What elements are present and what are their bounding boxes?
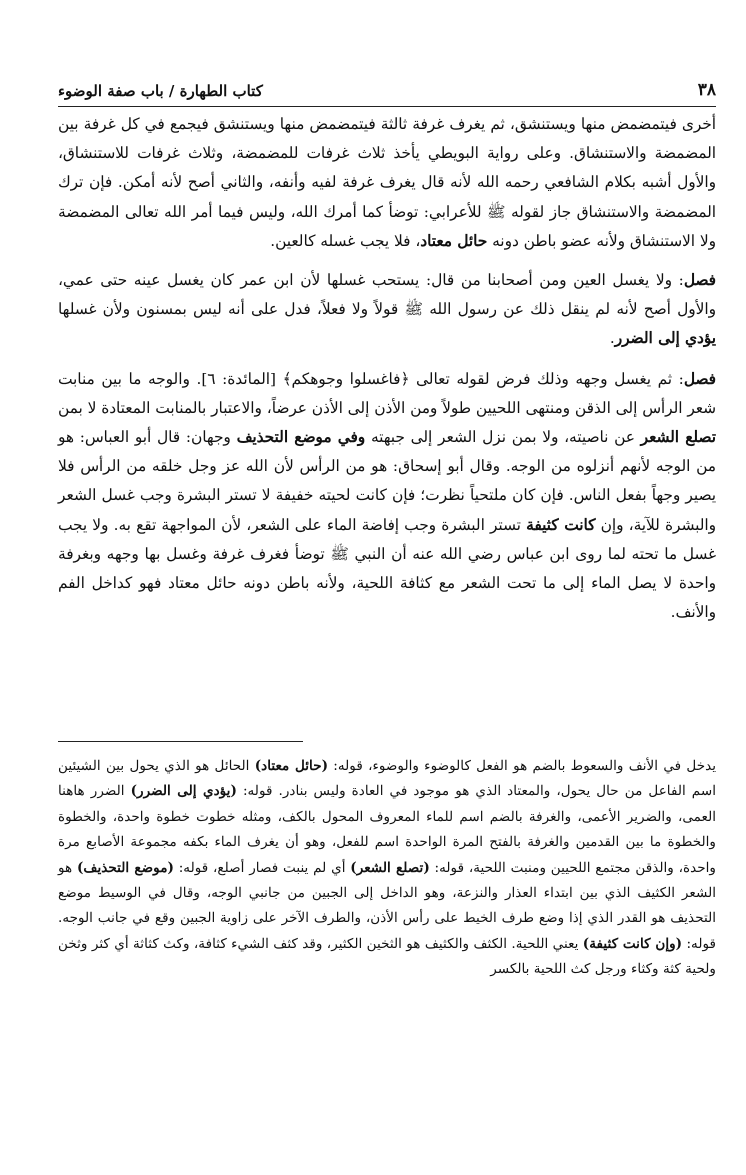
section-label: فصل bbox=[683, 369, 716, 388]
page-number: ٣٨ bbox=[697, 80, 716, 100]
bold-term: (وإن كانت كثيفة) bbox=[582, 935, 683, 952]
bold-term: كانت كثيفة bbox=[526, 515, 596, 534]
paragraph-1: أخرى فيتمضمض منها ويستنشق، ثم يغرف غرفة ثالثة فيتمضمض منها ويستنشق فيجمع في كل غرفة بين المضمضة والاستنشاق. وعلى رواية البويطي يأخذ ثلاث غرفات للمضمضة، وثلاث غرفات للاستنشاق، والأول أشبه بكلام الشافعي رحمه الله لأنه قال يغرف غرفة لفيه وأنفه، والثاني أصح لأنه أمكن. فإن ترك المضمضة والاستنشاق جاز لقوله ﷺ للأعرابي: توضأ كما أمرك الله، وليس فيما أمر الله تعالى المضمضة ولا الاستنشاق ولأنه عضو باطن دونه حائل معتاد، فلا يجب غسله كالعين. bbox=[58, 115, 716, 250]
bold-term: (يؤدي إلى الضرر) bbox=[130, 783, 237, 800]
footnote-rule bbox=[58, 741, 303, 742]
section-label: فصل bbox=[683, 271, 716, 290]
footnotes bbox=[58, 754, 716, 983]
bold-term: (موضع التحذيف) bbox=[76, 859, 174, 876]
bold-term: (حائل معتاد) bbox=[254, 758, 329, 774]
page-header bbox=[58, 76, 716, 100]
bold-term: حائل معتاد bbox=[420, 231, 488, 250]
main-text bbox=[58, 110, 716, 638]
paragraph-2: فصل: ولا يغسل العين ومن أصحابنا من قال: يستحب غسلها لأن ابن عمر كان يغسل عينه حتى عمي، والأول أصح لأنه لم ينقل ذلك عن رسول الله ﷺ قولاً ولا فعلاً، فدل على أنه ليس بمسنون ولأن غسلها يؤدي إلى الضرر. bbox=[58, 271, 716, 348]
header-rule bbox=[58, 106, 716, 107]
bold-term: تصلع الشعر bbox=[640, 428, 716, 447]
bold-term: (تصلع الشعر) bbox=[350, 859, 430, 876]
paragraph-3: فصل: ثم يغسل وجهه وذلك فرض لقوله تعالى ﴿فاغسلوا وجوهكم﴾ [المائدة: ٦]. والوجه ما بين منابت شعر الرأس إلى الذقن ومنتهى اللحيين طولاً ومن الأذن إلى الأذن عرضاً، والاعتبار بالمنابت المعتادة لا بمن تصلع الشعر عن ناصيته، ولا بمن نزل الشعر إلى جبهته وفي موضع التحذيف وجهان: قال أبو العباس: هو من الوجه لأنهم أنزلوه من الوجه. وقال أبو إسحاق: هو من الرأس لأن الله عز وجل خلقه من الرأس فلا يصير وجهاً بفعل الناس. فإن كان ملتحياً نظرت؛ فإن كانت لحيته خفيفة لا تستر البشرة وجب غسل الشعر والبشرة للآية، وإن كانت كثيفة تستر البشرة وجب إفاضة الماء على الشعر، لأن المواجهة تقع به. ولا يجب غسل ما تحته لما روى ابن عباس رضي الله عنه أن النبي ﷺ توضأ فغرف غرفة وغسل بها وجهه وبغرفة واحدة لا يصل الماء إلى ما تحت الشعر مع كثافة اللحية، ولأنه باطن دونه حائل معتاد فهو كداخل الفم والأنف. bbox=[58, 369, 716, 622]
running-title: كتاب الطهارة / باب صفة الوضوء bbox=[58, 82, 263, 100]
bold-term: يؤدي إلى الضرر bbox=[614, 329, 716, 348]
bold-term: وفي موضع التحذيف bbox=[236, 428, 366, 447]
footnote-text: يدخل في الأنف والسعوط بالضم هو الفعل كالوضوء والوضوء، قوله: (حائل معتاد) الحائل هو الذي يحول بين الشيئين اسم الفاعل من حال يحول، والمعتاد الذي هو موجود في العادة وليس بنادر. قوله: (يؤدي إلى الضرر) الضرر هاهنا العمى، والضرير الأعمى، والغرفة بالضم اسم للماء المعروف المحول بالكف، ومثله خطوت خطوة واحدة، والخطوة والخطوة ما بين القدمين والغرفة بالفتح المرة الواحدة اسم للفعل، وهو أن يغرف الماء بكفه مجموعة الأصابع مرة واحدة، والذقن مجتمع اللحيين ومنبت اللحية، قوله: (تصلع الشعر) أي لم ينبت فصار أصلع، قوله: (موضع التحذيف) هو الشعر الكثيف الذي بين ابتداء العذار والنزعة، وهو الداخل إلى الجبين من جانبي الوجه، وقال في الوسيط موضع التحذيف هو القدر الذي إذا وضع طرف الخيط على رأس الأذن، والطرف الآخر على زاوية الجبين وقع في جانب الوجه. قوله: (وإن كانت كثيفة) يعني اللحية. الكثف والكثيف هو الثخين الكثير، وقد كثف الشيء كثافة، وكث كثاثة أي كثر وثخن ولحية كثة وكثاء ورجل كث اللحية بالكسر bbox=[58, 758, 717, 978]
